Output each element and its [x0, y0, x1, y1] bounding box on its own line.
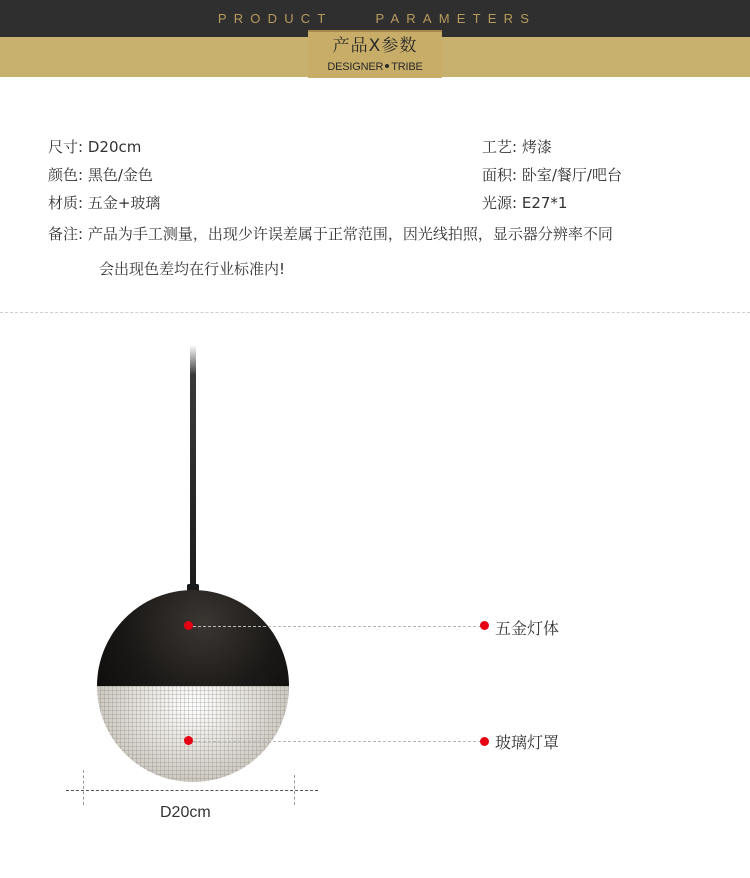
lamp-metal-body	[97, 590, 289, 686]
spec-note-label: 备注:	[48, 225, 84, 243]
leader-line-shade	[193, 741, 481, 742]
spec-light-source-label: 光源:	[482, 194, 518, 212]
badge-subtitle	[308, 60, 442, 74]
spec-size-value: D20cm	[87, 138, 142, 156]
spec-size	[48, 137, 141, 157]
banner-title: PRODUCT PARAMETERS	[217, 11, 537, 26]
spec-color-value: 黑色/金色	[87, 166, 153, 184]
badge-sub-right: TRIBE	[391, 61, 423, 73]
lamp-glass-shade	[97, 686, 289, 782]
section-divider	[0, 312, 750, 313]
callout-marker-shade-end	[480, 737, 489, 746]
callout-label-shade: 玻璃灯罩	[495, 733, 560, 752]
spec-material	[48, 193, 160, 213]
dimension-tick-left	[83, 770, 84, 805]
callout-marker-body	[184, 621, 193, 630]
callout-marker-shade	[184, 736, 193, 745]
spec-color-label: 颜色:	[48, 166, 84, 184]
spec-note-line1: 产品为手工测量，出现少许误差属于正常范围，因光线拍照，显示器分辨率不同	[87, 225, 613, 243]
spec-color	[48, 165, 153, 185]
spec-craft-label: 工艺:	[482, 138, 518, 156]
leader-line-body	[193, 626, 481, 627]
badge-sub-left: DESIGNER	[327, 61, 384, 73]
spec-area-value: 卧室/餐厅/吧台	[521, 166, 622, 184]
spec-craft-value: 烤漆	[521, 138, 552, 156]
dimension-label: D20cm	[160, 804, 211, 821]
spec-light-source	[482, 193, 567, 213]
spec-material-label: 材质:	[48, 194, 84, 212]
pendant-cable	[190, 345, 196, 593]
spec-size-label: 尺寸:	[48, 138, 84, 156]
dimension-line	[66, 790, 318, 791]
bullet-icon	[385, 64, 389, 68]
section-badge	[308, 30, 442, 78]
spec-craft	[482, 137, 552, 157]
spec-material-value: 五金+玻璃	[87, 194, 161, 212]
spec-note-line2: 会出现色差均在行业标准内!	[99, 260, 286, 278]
spec-area	[482, 165, 622, 185]
badge-title: 产品X参数	[332, 36, 418, 56]
spec-light-source-value: E27*1	[521, 194, 568, 212]
spec-note	[48, 224, 613, 244]
spec-area-label: 面积:	[482, 166, 518, 184]
callout-label-body: 五金灯体	[495, 619, 560, 638]
callout-marker-body-end	[480, 621, 489, 630]
